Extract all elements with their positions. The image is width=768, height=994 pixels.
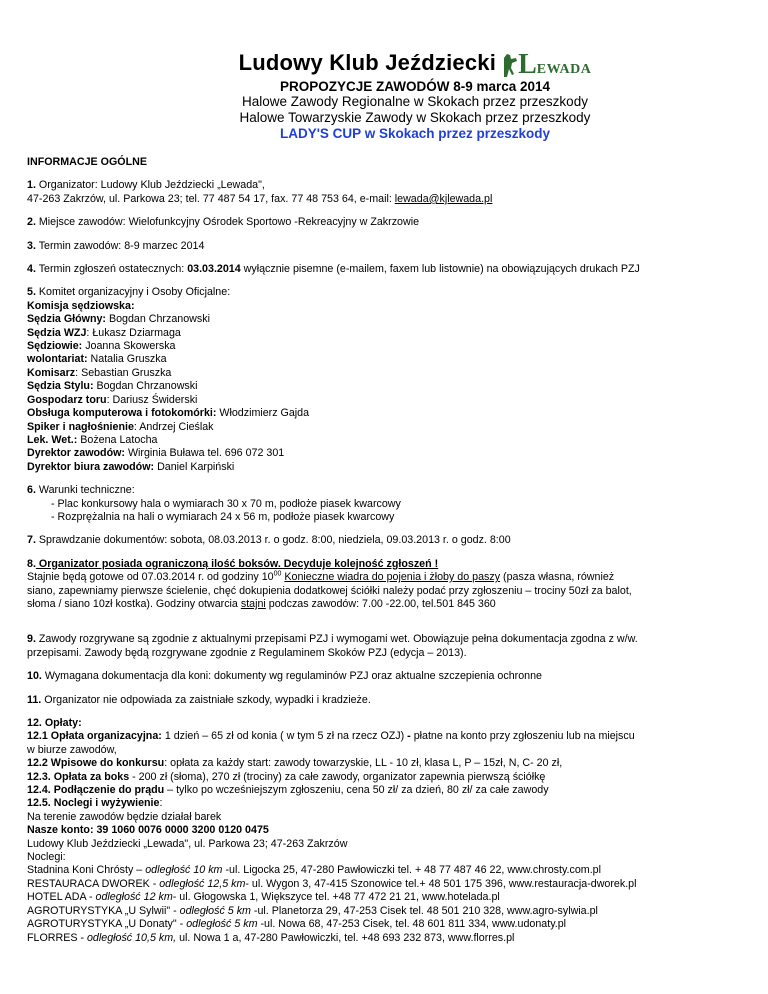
section-3: 3. Termin zawodów: 8-9 marzec 2014 (27, 239, 205, 252)
section-5: 5. Komitet organizacyjny i Osoby Oficjalne: Komisja sędziowska: Sędzia Główny: Bogdan Chrzanowski Sędzia WZJ: Łukasz Dziarmaga Sędziowie: Joanna Skowerska wolontariat: Natalia Gruszka Komisarz: Sebastian Gruszka Sędzia Stylu: Bogdan Chrzanowski Gospodarz toru: Dariusz Świderski Obsługa komputerowa i fotokomórki: Włodzimierz Gajda Spiker i nagłośnienie: Andrzej Cieślak Lek. Wet.: Bożena Latocha Dyrektor zawodów: Wirginia Buława tel. 696 072 301 Dyrektor biura zawodów: Daniel Karpiński (27, 286, 310, 473)
lodging-item: AGROTURYSTYKA „U Sylwii" - odległość 5 km -ul. Planetorza 29, 47-253 Cisek tel. 48 501 210 328, www.agro-sylwia.pl (27, 904, 598, 917)
section-title: INFORMACJE OGÓLNE (27, 156, 147, 168)
club-title-line (87, 48, 743, 78)
lodging-item: HOTEL ADA - odległość 12 km- ul. Głogowska 1, Większyce tel. +48 77 472 21 21, www.hotelada.pl (27, 891, 500, 904)
section-2: 2. Miejsce zawodów: Wielofunkcyjny Ośrodek Sportowo -Rekreacyjny w Zakrzowie (27, 216, 420, 229)
section-10: 10. Wymagana dokumentacja dla koni: dokumenty wg regulaminów PZJ oraz aktualne szczepienia ochronne (27, 670, 542, 683)
document-page (27, 48, 743, 955)
lodging-item: AGROTURYSTYKA „U Donaty" - odległość 5 km -ul. Nowa 68, 47-253 Cisek, tel. 48 601 811 334, www.udonaty.pl (27, 918, 567, 931)
section-6: 6. Warunki techniczne: - Plac konkursowy hala o wymiarach 30 x 70 m, podłoże piasek kwarcowy - Rozprężalnia na hali o wymiarach 24 x 56 m, podłoże piasek kwarcowy (27, 484, 401, 523)
section-1: 1. Organizator: Ludowy Klub Jeździecki „Lewada", 47-263 Zakrzów, ul. Parkowa 23; tel. 77 487 54 17, fax. 77 48 753 64, e-mail: lewada@kjlewada.pl (27, 179, 493, 205)
logo-letter: L (518, 49, 537, 80)
horse-jumper-icon (502, 52, 518, 78)
official-row: Lek. Wet.: Bożena Latocha (27, 433, 158, 446)
lewada-logo (502, 48, 591, 78)
official-row: Sędziowie: Joanna Skowerska (27, 340, 176, 353)
club-name: Ludowy Klub Jeździecki (238, 50, 497, 75)
bank-account: Nasze konto: 39 1060 0076 0000 3200 0120 0475 (27, 824, 269, 837)
official-row: Obsługa komputerowa i fotokomórki: Włodzimierz Gajda (27, 407, 310, 420)
email-link[interactable]: lewada@kjlewada.pl (394, 192, 493, 205)
section-7: 7. Sprawdzanie dokumentów: sobota, 08.03.2013 r. o godz. 8:00, niedziela, 09.03.2013 r. o godz. 8:00 (27, 534, 511, 547)
official-row: Sędzia Główny: Bogdan Chrzanowski (27, 313, 210, 326)
section-9: 9. Zawody rozgrywane są zgodnie z aktualnymi przepisami PZJ i wymogami wet. Obowiązuje pełna dokumentacja zgodna z w/w. przepisami. Zawody będą rozgrywane zgodnie z Regulaminem Skoków PZJ (edycja – 2013). (27, 633, 638, 659)
official-row: Komisarz: Sebastian Gruszka (27, 366, 172, 379)
official-row: Dyrektor biura zawodów: Daniel Karpiński (27, 460, 235, 473)
section-4: 4. Termin zgłoszeń ostatecznych: 03.03.2014 wyłącznie pisemne (e-mailem, faxem lub listownie) na obowiązujących drukach PZJ (27, 263, 640, 276)
official-row: Gospodarz toru: Dariusz Świderski (27, 393, 198, 406)
official-row: Sędzia Stylu: Bogdan Chrzanowski (27, 380, 198, 393)
lodging-item: Stadnina Koni Chrósty – odległość 10 km -ul. Ligocka 25, 47-280 Pawłowiczki tel. + 48 77 487 46 22, www.chrosty.com.pl (27, 864, 601, 877)
section-12: 12. Opłaty: 12.1 Opłata organizacyjna: 1 dzień – 65 zł od konia ( w tym 5 zł na rzecz OZJ) - płatne na konto przy zgłoszeniu lub na miejscu w biurze zawodów, 12.2 Wpisowe do konkursu: opłata za każdy start: zawody towarzyskie, LL - 10 zł, klasa L, P – 15zł, N, C- 20 zł, 12.3. Opłata za boks - 200 zł (słoma), 270 zł (trociny) za całe zawody, organizator zapewnia pierwszą ściółkę 12.4. Podłączenie do prądu – tylko po wcześniejszym zgłoszeniu, cena 50 zł/ za dzień, 80 zł/ za całe zawody 12.5. Noclegi i wyżywienie: Na terenie zawodów będzie działał barek Nasze konto: 39 1060 0076 0000 3200 0120 0475 Ludowy Klub Jeździecki „Lewada", ul. Parkowa 23; 47-263 Zakrzów Noclegi: Stadnina Koni Chrósty – odległość 10 km -ul. Ligocka 25, 47-280 Pawłowiczki tel. + 48 77 487 46 22, www.chrosty.com.pl RESTAURACA DWOREK - odległość 12,5 km- ul. Wygon 3, 47-415 Szonowice tel.+ 48 501 175 396, www.restauracja-dworek.pl HOTEL ADA - odległość 12 km- ul. Głogowska 1, Większyce tel. +48 77 472 21 21, www.hotelada.pl AGROTURYSTYKA „U Sylwii" - odległość 5 km -ul. Planetorza 29, 47-253 Cisek tel. 48 501 210 328, www.agro-sylwia.pl AGROTURYSTYKA „U Donaty" - odległość 5 km -ul. Nowa 68, 47-253 Cisek, tel. 48 601 811 334, www.udonaty.pl FLORRES - odległość 10,5 km, ul. Nowa 1 a, 47-280 Pawłowiczki, tel. +48 693 232 873, www.florres.pl (27, 717, 637, 944)
document-header (27, 48, 743, 142)
lodging-item: RESTAURACA DWOREK - odległość 12,5 km- ul. Wygon 3, 47-415 Szonowice tel.+ 48 501 175 396, www.restauracja-dworek.pl (27, 877, 637, 890)
event-line-3: LADY'S CUP w Skokach przez przeszkody (279, 126, 551, 141)
official-row: Sędzia WZJ: Łukasz Dziarmaga (27, 326, 181, 339)
event-line-1: Halowe Zawody Regionalne w Skokach przez przeszkody (242, 94, 588, 109)
event-line-2: Halowe Towarzyskie Zawody w Skokach przez przeszkody (239, 110, 591, 125)
section-11: 11. Organizator nie odpowiada za zaistniałe szkody, wypadki i kradzieże. (27, 693, 371, 706)
section-8: 8. Organizator posiada ograniczoną ilość boksów. Decyduje kolejność zgłoszeń ! Stajnie będą gotowe od 07.03.2014 r. od godziny $10^{00}$ Konieczne wiadra do pojenia i żłoby do paszy (pasza własna, również siano, zapewniamy pierwsze ścielenie, chęć dokupienia dodatkowej ściółki należy podać przy zgłoszeniu – trociny 50zł za balot, słoma / siano 10zł kostka). Godziny otwarcia stajni podczas zawodów: 7.00 -22.00, tel.501 845 360 (27, 557, 632, 610)
document-body (27, 156, 743, 945)
lodging-item: FLORRES - odległość 10,5 km, ul. Nowa 1 a, 47-280 Pawłowiczki, tel. +48 693 232 873, www.florres.pl (27, 931, 515, 944)
official-row: Dyrektor zawodów: Wirginia Buława tel. 696 072 301 (27, 447, 285, 460)
official-row: wolontariat: Natalia Gruszka (27, 353, 167, 366)
document-title: PROPOZYCJE ZAWODÓW 8-9 marca 2014 (279, 79, 551, 94)
official-row: Spiker i nagłośnienie: Andrzej Cieślak (27, 420, 214, 433)
logo-text: EWADA (536, 62, 592, 77)
